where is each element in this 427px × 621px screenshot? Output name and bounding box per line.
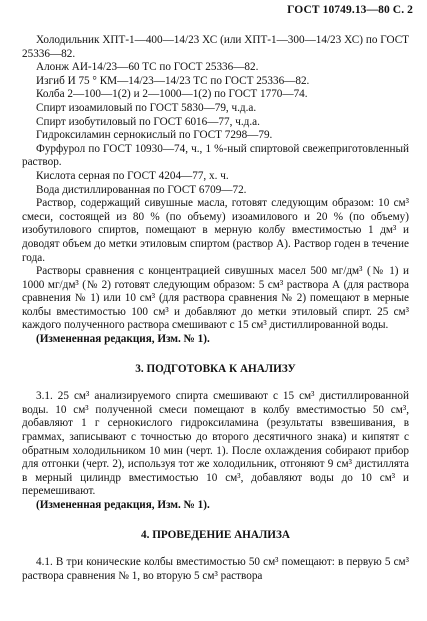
list-item: Колба 2—100—1(2) и 2—1000—1(2) по ГОСТ 1770—74. [36, 88, 308, 101]
list-item: Гидроксиламин сернокислый по ГОСТ 7298—79. [36, 129, 273, 142]
list-item: Вода дистиллированная по ГОСТ 6709—72. [36, 183, 247, 196]
equipment-reagent-list [22, 34, 409, 197]
list-item: Фурфурол по ГОСТ 10930—74, ч., 1 %-ный спиртовой свежеприготовленный раствор. [22, 142, 409, 169]
list-item: Спирт изоамиловый по ГОСТ 5830—79, ч.д.а. [36, 101, 257, 114]
revision-note: (Измененная редакция, Изм. № 1). [36, 499, 210, 511]
section-4-1-paragraph: 4.1. В три конические колбы вместимостью 50 см³ помещают: в первую 5 см³ раствора сравнения № 1, во вторую 5 см³ раствора [22, 556, 409, 582]
comparison-solutions-paragraph: Растворы сравнения с концентрацией сивушных масел 500 мг/дм³ (№ 1) и 1000 мг/дм³ (№ 2) готовят следующим образом: 5 см³ раствора А (для раствора сравнения № 1) или 10 см³ (для раствора сравнения № 2) помещают в мерные колбы вместимостью 100 см³ и добавляют до метки этиловый спирт. 25 см³ каждого полученного раствора смешивают с 15 см³ дистиллированной воды. [22, 265, 409, 332]
list-item: Алонж АИ-14/23—60 ТС по ГОСТ 25336—82. [36, 61, 259, 74]
list-item: Кислота серная по ГОСТ 4204—77, х. ч. [36, 169, 229, 182]
list-item: Холодильник ХПТ-1—400—14/23 ХС (или ХПТ-1—300—14/23 ХС) по ГОСТ 25336—82. [22, 34, 409, 60]
list-item: Изгиб И 75 ° КМ—14/23—14/23 ТС по ГОСТ 25336—82. [36, 74, 310, 87]
document-body [22, 34, 409, 583]
section-3-1-paragraph: 3.1. 25 см³ анализируемого спирта смешивают с 15 см³ дистиллированной воды. 10 см³ полученной смеси помещают в колбу вместимостью 50 см³, добавляют 1 г сернокислого гидроксиламина (результаты взвешивания, в граммах, записывают с точностью до второго десятичного знака) и кипятят с обратным холодильником 10 мин (черт. 1). После охлаждения собирают прибор для отгонки (черт. 2), используя тот же холодильник, отгоняют 9 см³ дистиллята в мерный цилиндр вместимостью 10 см³, добавляют воды до 10 см³ и перемешивают. [22, 390, 409, 498]
list-item: Спирт изобутиловый по ГОСТ 6016—77, ч.д.а. [36, 115, 260, 128]
fusel-oil-solution-paragraph: Раствор, содержащий сивушные масла, готовят следующим образом: 10 см³ смеси, состоящей из 80 % (по объему) изоамилового и 20 % (по объему) изобутилового спиртов, помещают в мерную колбу вместимостью 1 дм³ и доводят объем до метки этиловым спиртом (раствор А). Раствор годен в течение года. [22, 197, 409, 264]
section-3-title: 3. ПОДГОТОВКА К АНАЛИЗУ [135, 362, 296, 375]
revision-note: (Измененная редакция, Изм. № 1). [36, 333, 210, 346]
section-4-title: 4. ПРОВЕДЕНИЕ АНАЛИЗА [141, 528, 290, 541]
standard-header: ГОСТ 10749.13—80 С. 2 [287, 4, 413, 16]
